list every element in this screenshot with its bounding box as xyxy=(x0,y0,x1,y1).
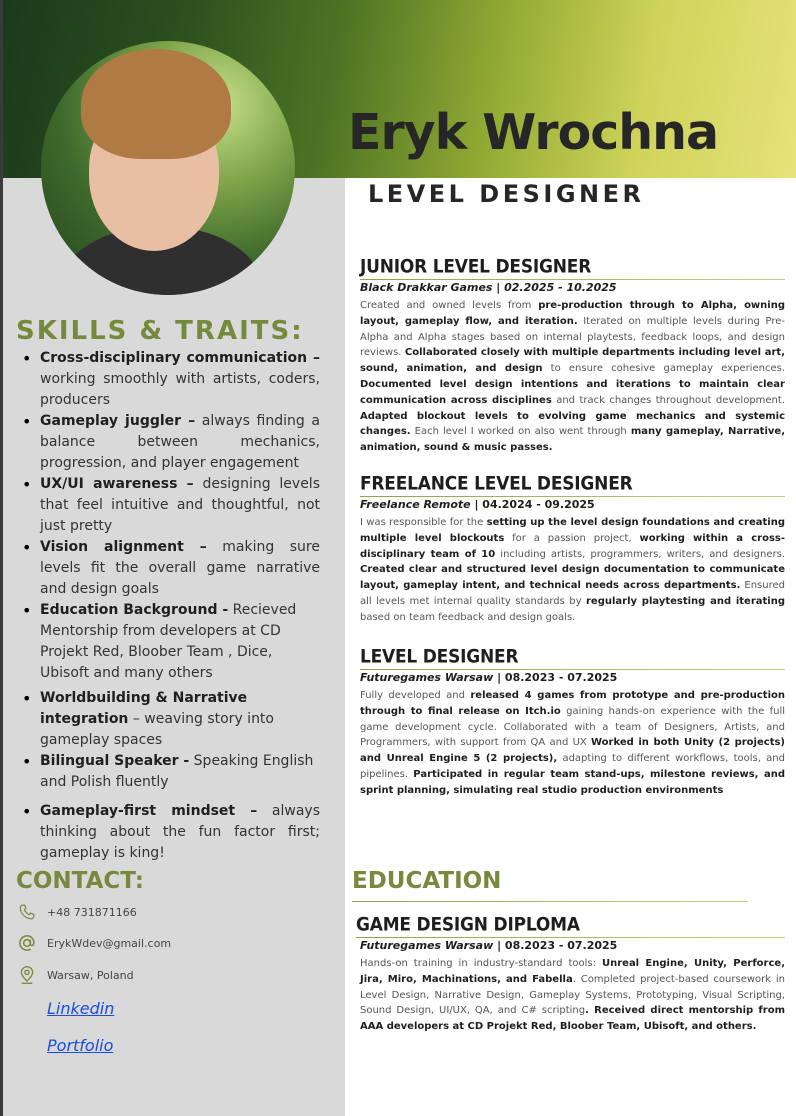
skill-text: Recieved Mentorship from developers at CD Projekt Red, Bloober Team , Dice, Ubisoft and many others xyxy=(40,602,297,681)
description-text: Ensured all levels met internal quality standards by xyxy=(360,580,785,607)
skill-text: Speaking English and Polish fluently xyxy=(40,753,314,790)
skill-item xyxy=(20,537,320,600)
photo-hair xyxy=(81,49,231,159)
skills-title: SKILLS & TRAITS: xyxy=(16,316,304,346)
job-company: Futuregames Warsaw xyxy=(360,671,494,684)
page-edge xyxy=(0,0,3,1116)
description-text: Hands-on training in industry-standard tools: xyxy=(360,958,602,969)
job-company: Black Drakkar Games | xyxy=(360,281,501,294)
skill-label: Education Background - xyxy=(40,602,229,618)
description-emphasis: Collaborated closely with multiple departments including level art, sound, animation, and design xyxy=(360,347,786,375)
experience-item xyxy=(360,475,785,626)
skill-text: making sure levels fit the overall game narrative and design goals xyxy=(40,539,320,597)
job-title: FREELANCE LEVEL DESIGNER xyxy=(360,473,633,495)
description-emphasis: Unreal Engine, Unity, Perforce, Jira, Miro, Machinations, and Fabella xyxy=(360,958,785,985)
skill-label: Bilingual Speaker - xyxy=(40,753,190,769)
location-pin-icon xyxy=(16,964,38,986)
skill-text: always finding a balance between mechanics, progression, and player engagement xyxy=(40,413,320,471)
description-emphasis: Participated in regular team stand-ups, milestone reviews, and sprint planning, simulating real studio production environments xyxy=(360,768,785,796)
description-text: for a passion project, xyxy=(504,532,640,544)
job-meta xyxy=(360,498,785,511)
skill-text: working smoothly with artists, coders, producers xyxy=(40,371,320,408)
skill-text: designing levels that feel intuitive and thoughtful, not just pretty xyxy=(40,476,320,534)
description-text: gaining hands-on experience with the full game development cycle. Collaborated with a team of Designers, Artists, and Programmers, with support from QA and UX xyxy=(360,705,785,749)
email-text: ErykWdev@gmail.com xyxy=(47,936,172,950)
job-description xyxy=(360,298,785,456)
description-text: to ensure cohesive gameplay experiences. xyxy=(542,363,785,375)
phone-text: +48 731871166 xyxy=(47,905,137,919)
skill-item xyxy=(20,751,338,793)
job-dates: | 04.2024 - 09.2025 xyxy=(470,498,595,511)
education-title: EDUCATION xyxy=(352,868,502,894)
description-emphasis: . Received direct mentorship from AAA developers at CD Projekt Red, Bloober Team, Ubisoft, and others. xyxy=(360,1005,785,1033)
skill-item xyxy=(20,600,320,684)
description-text: based on team feedback and design goals. xyxy=(360,611,576,623)
skill-item xyxy=(20,688,338,751)
education-item-divider xyxy=(356,937,785,938)
skills-list xyxy=(20,348,320,864)
job-meta xyxy=(360,671,785,684)
experience-item xyxy=(360,648,785,799)
description-emphasis: Adapted blockout levels to evolving game mechanics and systemic changes. xyxy=(360,410,785,438)
description-text: Each level I worked on also went through xyxy=(410,426,631,438)
description-text: Iterated on multiple levels during Pre-Alpha and Alpha stages based on internal playtests, feedback loops, and design reviews. xyxy=(360,315,785,359)
skill-label: Vision alignment – xyxy=(40,539,207,555)
profile-photo xyxy=(41,41,295,295)
skill-label: Worldbuilding & Narrative integration xyxy=(40,690,248,727)
skill-text: always thinking about the fun factor first; gameplay is king! xyxy=(40,803,321,861)
job-company: Freelance Remote xyxy=(360,498,471,511)
at-icon xyxy=(16,932,38,954)
description-emphasis: regularly playtesting and iterating xyxy=(586,595,786,607)
education-meta xyxy=(356,939,785,952)
description-text: adapting to different workflows, tools, and pipelines. xyxy=(360,753,785,780)
description-emphasis: many gameplay, Narrative, animation, sound & music passes. xyxy=(360,426,785,454)
candidate-role: LEVEL DESIGNER xyxy=(368,180,645,208)
job-title: LEVEL DESIGNER xyxy=(360,646,519,668)
job-dates: | 08.2023 - 07.2025 xyxy=(493,671,618,684)
job-divider xyxy=(360,669,785,670)
skill-label: Cross-disciplinary communication – xyxy=(40,350,320,366)
description-emphasis: working within a cross-disciplinary team of 10 xyxy=(360,532,786,560)
education-divider xyxy=(352,901,748,902)
contact-location xyxy=(16,964,134,986)
skill-label: Gameplay juggler – xyxy=(40,413,196,429)
skill-label: Gameplay-first mindset – xyxy=(40,803,258,819)
description-text: . Completed project-based coursework in Level Design, Narrative Design, Gameplay Systems, Prototyping, Visual Scripting, Sound Design, UI/UX, QA, and C# scripting xyxy=(360,973,785,1017)
skill-item xyxy=(20,348,320,411)
skill-text: – weaving story into gameplay spaces xyxy=(40,711,274,748)
job-dates: 02.2025 - 10.2025 xyxy=(500,281,617,294)
contact-email xyxy=(16,932,171,954)
education-dates: | 08.2023 - 07.2025 xyxy=(493,939,618,952)
education-item-title: GAME DESIGN DIPLOMA xyxy=(356,914,580,936)
description-emphasis: setting up the level design foundations and creating multiple level blockouts xyxy=(360,517,785,544)
description-emphasis: Documented level design intentions and iterations to maintain clear communication across disciplines xyxy=(360,378,785,406)
skill-item xyxy=(20,474,320,537)
description-text: Created and owned levels from xyxy=(360,300,539,311)
location-text: Warsaw, Poland xyxy=(47,968,134,982)
description-text: and track changes throughout development. xyxy=(551,394,785,406)
job-title: JUNIOR LEVEL DESIGNER xyxy=(360,256,592,278)
contact-title: CONTACT: xyxy=(16,868,144,894)
description-emphasis: pre-production through to Alpha, owning layout, gameplay flow, and iteration. xyxy=(360,300,785,327)
phone-icon xyxy=(16,901,38,923)
education-item xyxy=(356,916,785,1035)
job-meta xyxy=(360,281,785,294)
description-text: Fully developed and xyxy=(360,690,471,701)
job-divider xyxy=(360,496,785,497)
job-description xyxy=(360,515,785,626)
skill-item xyxy=(20,411,320,474)
description-emphasis: Worked in both Unity (2 projects) and Unreal Engine 5 (2 projects), xyxy=(360,737,785,765)
linkedin-link[interactable]: Linkedin xyxy=(47,999,115,1018)
skill-label: UX/UI awareness – xyxy=(40,476,194,492)
experience-item xyxy=(360,258,785,456)
description-emphasis: released 4 games from prototype and pre-production through to final release on Itch.io xyxy=(360,690,785,717)
candidate-name: Eryk Wrochna xyxy=(348,104,719,161)
skill-item xyxy=(20,801,320,864)
job-description xyxy=(360,688,785,799)
education-description xyxy=(356,956,785,1035)
education-school: Futuregames Warsaw xyxy=(360,939,494,952)
description-emphasis: Created clear and structured level design documentation to communicate layout, gameplay intent, and technical needs across departments. xyxy=(360,564,785,592)
portfolio-link[interactable]: Portfolio xyxy=(47,1036,114,1055)
job-divider xyxy=(360,279,785,280)
contact-phone xyxy=(16,901,137,923)
description-text: I was responsible for the xyxy=(360,517,487,528)
description-text: including artists, programmers, writers, and designers. xyxy=(495,548,785,560)
